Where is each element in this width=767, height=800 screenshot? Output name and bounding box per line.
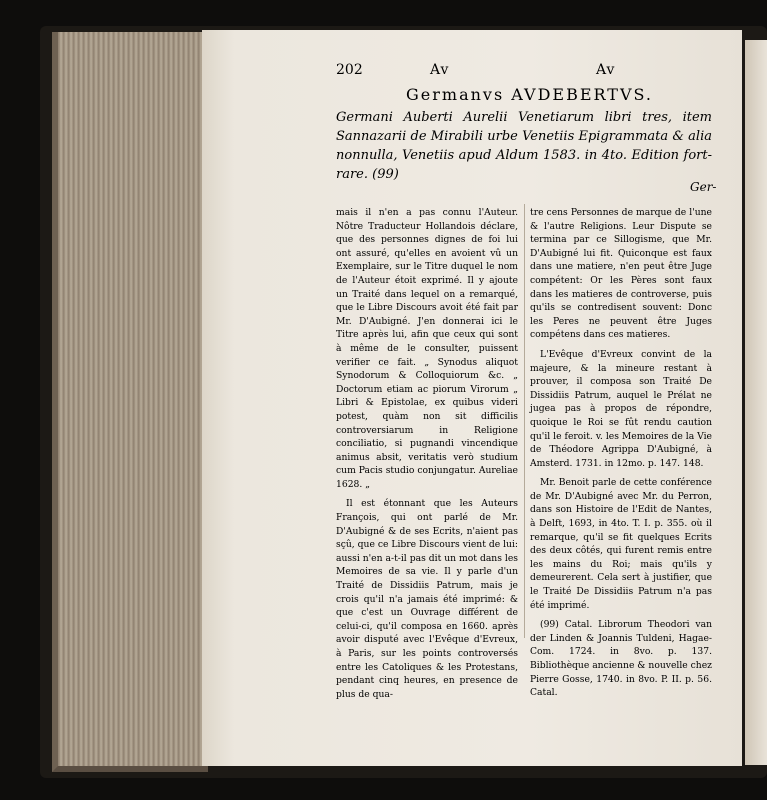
- entry-intro: Germani Auberti Aurelii Venetiarum libri tres, item Sannazarii de Mirabili urbe Venetiis Epigrammata & alia nonnulla, Venetiis apud Aldum 1583. in 4to. Edition fort-rare. (99): [336, 110, 712, 182]
- paragraph: L'Evêque d'Evreux convint de la majeure, & la mineure restant à prouver, il composa son Traité De Dissidiis Patrum, auquel le Prélat ne jugea pas à propos de répondre, quoique le Roi se fût rendu caution qu'il le feroit. v. les Memoires de la Vie de Théodore Agrippa D'Aubigné, à Amsterd. 1731. in 12mo. p. 147. 148.: [530, 348, 712, 469]
- entry-title: Germanvs AVDEBERTVS.: [406, 85, 653, 104]
- facing-page-edge: [745, 40, 767, 765]
- right-column: [530, 206, 712, 706]
- paragraph: tre cens Personnes de marque de l'une & l'autre Religions. Leur Dispute se termina par ce Sillogisme, que Mr. D'Aubigné lui fit. Quiconque est faux dans une matiere, n'en peut être Juge compétent: Or les Pères sont faux dans les matieres de controverse, puis qu'ils se contredisent souvent: Donc les Peres ne peuvent être Juges compétens dans ces matieres.: [530, 207, 712, 341]
- left-column: [336, 206, 518, 707]
- paragraph: mais il n'en a pas connu l'Auteur. Nôtre Traducteur Hollandois déclare, que des personnes dignes de foi lui ont assuré, qu'elles en avoient vû un Exemplaire, sur le Titre duquel le nom de l'Auteur étoit exprimé. Il y ajoute un Traité dans lequel on a remarqué, que le Libre Discours avoit été fait par Mr. D'Aubigné. J'en donnerai ici le Titre après lui, afin que ceux qui sont à même de le consulter, puissent verifier ce fait. „ Synodus aliquot Synodorum & Colloquiorum &c. „ Doctorum etiam ac piorum Virorum „ Libri & Epistolae, ex quibus videri potest, quàm non sit difficilis controversiarum in Religione conciliatio, si pugnandi vincendique animus absit, veritatis verò studium cum Pacis studio conjungatur. Aureliae 1628. „: [336, 207, 518, 490]
- running-head-left: Av: [430, 62, 450, 78]
- page-number: 202: [336, 62, 363, 78]
- page-edges: [52, 32, 208, 772]
- paragraph: Il est étonnant que les Auteurs François, qui ont parlé de Mr. D'Aubigné & de ses Ecrits, n'aient pas sçû, que ce Libre Discours vient de lui: aussi n'en a-t-il pas dit un mot dans les Memoires de sa vie. Il y parle d'un Traité de Dissidiis Patrum, mais je crois qu'il n'a jamais été imprimé: & que c'est un Ouvrage différent de celui-ci, qu'il composa en 1660. après avoir disputé avec l'Evêque d'Evreux, à Paris, sur les points controversés entre les Catoliques & les Protestans, pendant cinq heures, en presence de plus de qua-: [336, 498, 518, 700]
- column-rule: [524, 204, 525, 638]
- catchword: Ger-: [690, 180, 717, 194]
- running-head-right: Av: [596, 62, 616, 78]
- paragraph: Mr. Benoit parle de cette conférence de Mr. D'Aubigné avec Mr. du Perron, dans son Histoire de l'Edit de Nantes, à Delft, 1693, in 4to. T. I. p. 355. où il remarque, qu'il se fit quelques Ecrits des deux côtés, qui furent remis entre les mains du Roi; mais qu'ils y demeurerent. Cela sert à justifier, que le Traité De Dissidiis Patrum n'a pas été imprimé.: [530, 477, 712, 611]
- footnote: (99) Catal. Librorum Theodori van der Linden & Joannis Tuldeni, Hagae-Com. 1724. in 8vo. p. 137. Bibliothèque ancienne & nouvelle chez Pierre Gosse, 1740. in 8vo. P. II. p. 56. Catal.: [530, 619, 712, 699]
